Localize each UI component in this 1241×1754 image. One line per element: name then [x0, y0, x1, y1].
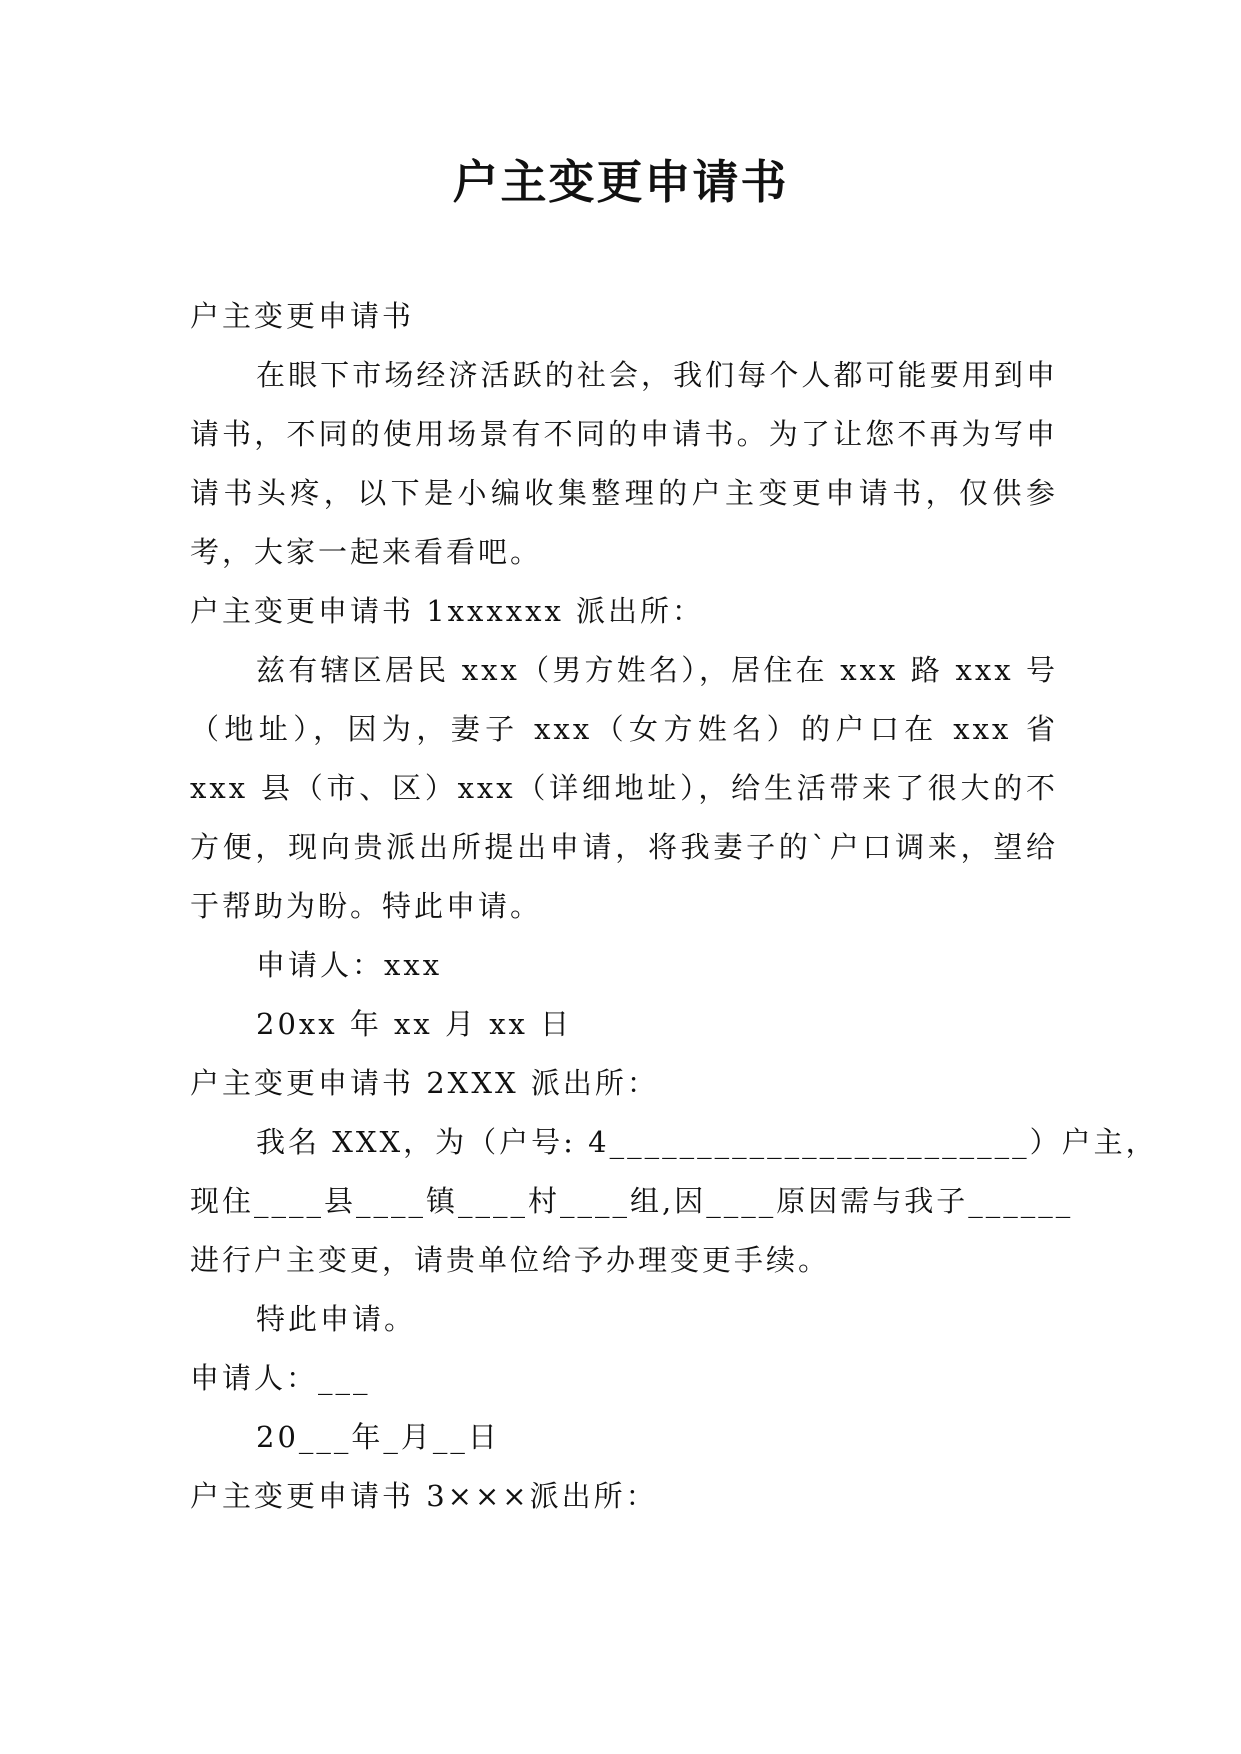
sample-2-date: 20___年_月__日 — [256, 1420, 500, 1454]
sample-1-date: 20xx 年 xx 月 xx 日 — [256, 1007, 573, 1041]
sample-3-heading: 户主变更申请书 3×××派出所： — [190, 1479, 658, 1513]
sample-1-body: 兹有辖区居民 xxx（男方姓名），居住在 xxx 路 xxx 号（地址），因为，妻子 xxx（女方姓名）的户口在 xxx 省 xxx 县（市、区）xxx（详细地址），给生活带来了很大的不方便，现向贵派出所提出申请，将我妻子的`户口调来，望给于帮助为盼。特此申请。 — [190, 653, 1058, 923]
sample-1-applicant: 申请人：xxx — [256, 948, 443, 982]
sample-2-line-2: 现住____县____镇____村____组,因____原因需与我子______ — [190, 1184, 1074, 1218]
document-body — [190, 287, 1158, 1526]
sample-2-line-3: 进行户主变更，请贵单位给予办理变更手续。 — [190, 1243, 831, 1277]
sample-1-heading: 户主变更申请书 1xxxxxx 派出所： — [190, 594, 705, 628]
sample-2-line-1: 我名 XXX，为（户号: 4________________________）户主， — [256, 1125, 1158, 1159]
sample-2-applicant: 申请人：___ — [190, 1361, 371, 1395]
document-title: 户主变更申请书 — [452, 155, 789, 209]
section-heading: 户主变更申请书 — [190, 299, 415, 333]
intro-paragraph: 在眼下市场经济活跃的社会，我们每个人都可能要用到申请书，不同的使用场景有不同的申请书。为了让您不再为写申请书头疼，以下是小编收集整理的户主变更申请书，仅供参考，大家一起来看看吧。 — [190, 358, 1058, 569]
sample-2-heading: 户主变更申请书 2XXX 派出所： — [190, 1066, 659, 1100]
sample-2-closing: 特此申请。 — [256, 1302, 417, 1336]
